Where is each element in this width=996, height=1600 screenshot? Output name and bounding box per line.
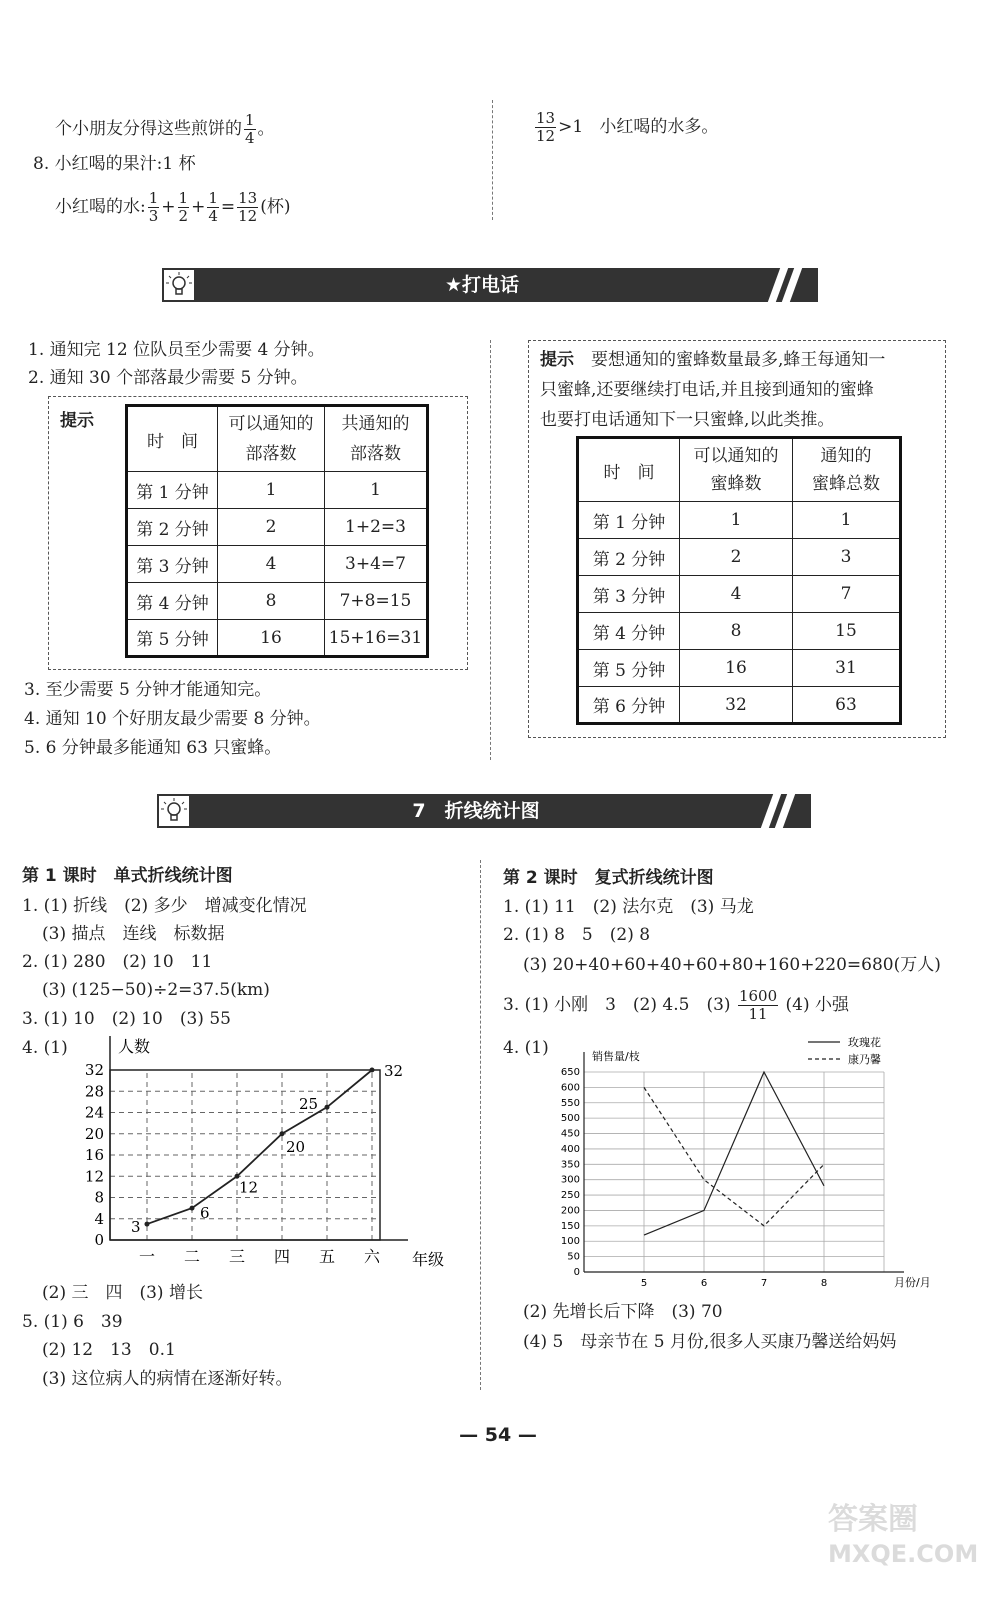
lesson2-after: (2) 先增长后下降 (3) 70 (523, 1302, 723, 1322)
y-tick-label: 200 (560, 1205, 580, 1217)
y-tick-label: 400 (560, 1143, 580, 1155)
y-axis-label: 人数 (118, 1037, 151, 1056)
lesson1-line: (3) (125−50)÷2=37.5(km) (42, 980, 270, 1000)
table-cell: 1 (680, 502, 793, 539)
data-label: 20 (286, 1137, 306, 1156)
y-tick-label: 350 (560, 1159, 580, 1171)
answer-1: 1. 通知完 12 位队员至少需要 4 分钟。 (28, 340, 325, 360)
table-cell: 第 3 分钟 (127, 546, 218, 583)
watermark-logo: 答案圈 MXQE.COM (828, 1502, 979, 1568)
table-cell: 7+8=15 (325, 583, 428, 620)
y-tick-label: 550 (560, 1097, 580, 1109)
x-tick-label: 5 (640, 1278, 648, 1289)
y-tick-label: 0 (94, 1231, 104, 1249)
y-tick-label: 300 (560, 1174, 580, 1186)
table-cell: 16 (218, 620, 325, 657)
y-tick-label: 28 (84, 1082, 104, 1101)
x-tick-label: 三 (228, 1247, 246, 1266)
table-cell: 第 4 分钟 (127, 583, 218, 620)
section-title: ★打电话 (444, 274, 520, 296)
data-point (280, 1131, 285, 1136)
table-cell: 第 3 分钟 (578, 576, 680, 613)
data-point (325, 1105, 330, 1110)
table-cell: 第 1 分钟 (127, 472, 218, 509)
lesson1-line: 1. (1) 折线 (2) 多少 增减变化情况 (22, 896, 307, 916)
table-cell: 第 4 分钟 (578, 613, 680, 650)
lesson2-heading: 第 2 课时 复式折线统计图 (503, 868, 714, 888)
table-header: 通知的 蜜蜂总数 (793, 438, 901, 502)
data-point (145, 1222, 150, 1227)
table-header: 可以通知的 部落数 (218, 406, 325, 472)
lesson1-after: 5. (1) 6 39 (22, 1312, 123, 1332)
y-tick-label: 150 (560, 1220, 580, 1232)
right-hint-line1: 提示 要想通知的蜜蜂数量最多,蜂王每通知一 (540, 350, 886, 370)
answer-4: 4. 通知 10 个好朋友最少需要 8 分钟。 (24, 709, 321, 729)
y-tick-label: 32 (84, 1061, 104, 1079)
data-label: 25 (299, 1095, 319, 1114)
y-tick-label: 16 (84, 1146, 104, 1164)
x-tick-label: 一 (138, 1247, 156, 1266)
table-cell: 1 (218, 472, 325, 509)
data-label: 3 (131, 1218, 141, 1237)
lesson1-line: 2. (1) 280 (2) 10 11 (22, 952, 213, 972)
table-cell: 第 1 分钟 (578, 502, 680, 539)
table-cell: 8 (680, 613, 793, 650)
legend-label: 玫瑰花 (848, 1036, 881, 1049)
answer-5: 5. 6 分钟最多能通知 63 只蜜蜂。 (24, 738, 282, 758)
chart-students (70, 1030, 460, 1280)
y-axis-label: 销售量/枝 (592, 1050, 640, 1063)
table-cell: 8 (218, 583, 325, 620)
x-tick-label: 六 (363, 1247, 381, 1266)
y-tick-label: 24 (84, 1103, 104, 1122)
table-cell: 4 (680, 576, 793, 613)
hint-label: 提示 (60, 411, 94, 431)
legend-label: 康乃馨 (848, 1053, 881, 1066)
y-tick-label: 8 (94, 1188, 104, 1207)
answer-2: 2. 通知 30 个部落最少需要 5 分钟。 (28, 368, 308, 388)
lesson1-after: (3) 这位病人的病情在逐渐好转。 (42, 1369, 293, 1389)
lesson2-q4: 4. (1) (503, 1038, 549, 1058)
y-tick-label: 4 (94, 1209, 104, 1228)
x-tick-label: 二 (183, 1247, 201, 1266)
data-point (370, 1068, 375, 1073)
top-right-line: $\frac{13}{12}$ >1 小红喝的水多。 (536, 109, 719, 145)
y-tick-label: 20 (84, 1124, 104, 1143)
x-tick-label: 8 (820, 1278, 828, 1289)
x-axis-label: 月份/月 (894, 1276, 931, 1289)
lesson1-line: (3) 描点 连线 标数据 (42, 924, 225, 944)
table-cell: 3+4=7 (325, 546, 428, 583)
x-tick-label: 五 (318, 1247, 336, 1266)
table-cell: 16 (680, 650, 793, 687)
table-cell: 32 (680, 687, 793, 724)
table-cell: 3 (793, 539, 901, 576)
lesson2-q3: 3. (1) 小刚 3 (2) 4.5 (3) $\frac{1600}{11}$ (4) 小强 (503, 987, 850, 1023)
series-line-2 (644, 1087, 824, 1225)
y-tick-label: 50 (567, 1251, 580, 1263)
x-tick-label: 6 (700, 1278, 708, 1289)
lesson1-heading: 第 1 课时 单式折线统计图 (22, 866, 233, 886)
table-cell: 2 (680, 539, 793, 576)
table-cell: 第 5 分钟 (578, 650, 680, 687)
right-hint-line3: 也要打电话通知下一只蜜蜂,以此类推。 (540, 410, 835, 430)
table-cell: 1+2=3 (325, 509, 428, 546)
section-bar-line-chart (157, 794, 811, 828)
table-cell: 第 5 分钟 (127, 620, 218, 657)
section-title: 7 折线统计图 (412, 800, 540, 822)
y-tick-label: 250 (560, 1190, 580, 1202)
top-line1: 个小朋友分得这些煎饼的 $\frac{1}{4}$ 。 (55, 111, 275, 147)
y-tick-label: 600 (560, 1082, 580, 1094)
y-tick-label: 100 (560, 1236, 580, 1248)
y-tick-label: 650 (560, 1067, 580, 1078)
table-cell: 15+16=31 (325, 620, 428, 657)
lightbulb-icon (162, 268, 196, 302)
table-header: 时 间 (578, 438, 680, 502)
table-cell: 63 (793, 687, 901, 724)
lesson2-after: (4) 5 母亲节在 5 月份,很多人买康乃馨送给妈妈 (523, 1332, 897, 1352)
lesson1-after: (2) 12 13 0.1 (42, 1340, 176, 1360)
chart-flowers (540, 1032, 960, 1294)
data-point (190, 1206, 195, 1211)
x-axis-label: 年级 (412, 1250, 445, 1269)
lesson1-after: (2) 三 四 (3) 增长 (42, 1283, 203, 1303)
x-tick-label: 四 (273, 1247, 291, 1266)
answer-3: 3. 至少需要 5 分钟才能通知完。 (24, 680, 272, 700)
fraction: $\frac{1}{4}$ (245, 111, 255, 147)
lesson2-line: (3) 20+40+60+40+60+80+160+220=680(万人) (523, 955, 941, 975)
table-header: 共通知的 部落数 (325, 406, 428, 472)
data-label: 32 (384, 1062, 404, 1080)
column-divider (492, 100, 493, 220)
y-tick-label: 450 (560, 1128, 580, 1140)
x-tick-label: 7 (760, 1278, 768, 1289)
top-line2: 8. 小红喝的果汁:1 杯 (33, 154, 196, 174)
lesson2-line: 1. (1) 11 (2) 法尔克 (3) 马龙 (503, 897, 754, 917)
lesson1-line: 3. (1) 10 (2) 10 (3) 55 (22, 1009, 231, 1029)
y-tick-label: 500 (560, 1113, 580, 1125)
lesson2-line: 2. (1) 8 5 (2) 8 (503, 925, 651, 945)
top-line3: 小红喝的水: $\frac{1}{3}$ + $\frac{1}{2}$ + $\frac{1}{4}$ = $\frac{13}{12}$ (杯) (55, 189, 291, 225)
table-cell: 1 (325, 472, 428, 509)
table-header: 时 间 (127, 406, 218, 472)
table-cell: 4 (218, 546, 325, 583)
data-label: 12 (239, 1178, 259, 1197)
lesson1-line: 4. (1) (22, 1038, 68, 1058)
section-bar-phone (162, 268, 818, 302)
column-divider (490, 340, 491, 760)
table-cell: 1 (793, 502, 901, 539)
table-bees (576, 436, 902, 725)
series-line (147, 1070, 372, 1224)
table-cell: 7 (793, 576, 901, 613)
y-tick-label: 12 (84, 1167, 104, 1186)
table-tribes (125, 404, 429, 658)
page-number: — 54 — (459, 1424, 537, 1446)
table-cell: 第 6 分钟 (578, 687, 680, 724)
data-label: 6 (200, 1204, 210, 1223)
table-cell: 第 2 分钟 (578, 539, 680, 576)
column-divider (480, 860, 481, 1390)
table-cell: 15 (793, 613, 901, 650)
lightbulb-icon (157, 794, 191, 828)
y-tick-label: 0 (573, 1267, 580, 1278)
right-hint-line2: 只蜜蜂,还要继续打电话,并且接到通知的蜜蜂 (540, 380, 874, 400)
table-cell: 第 2 分钟 (127, 509, 218, 546)
table-header: 可以通知的 蜜蜂数 (680, 438, 793, 502)
table-cell: 31 (793, 650, 901, 687)
table-cell: 2 (218, 509, 325, 546)
